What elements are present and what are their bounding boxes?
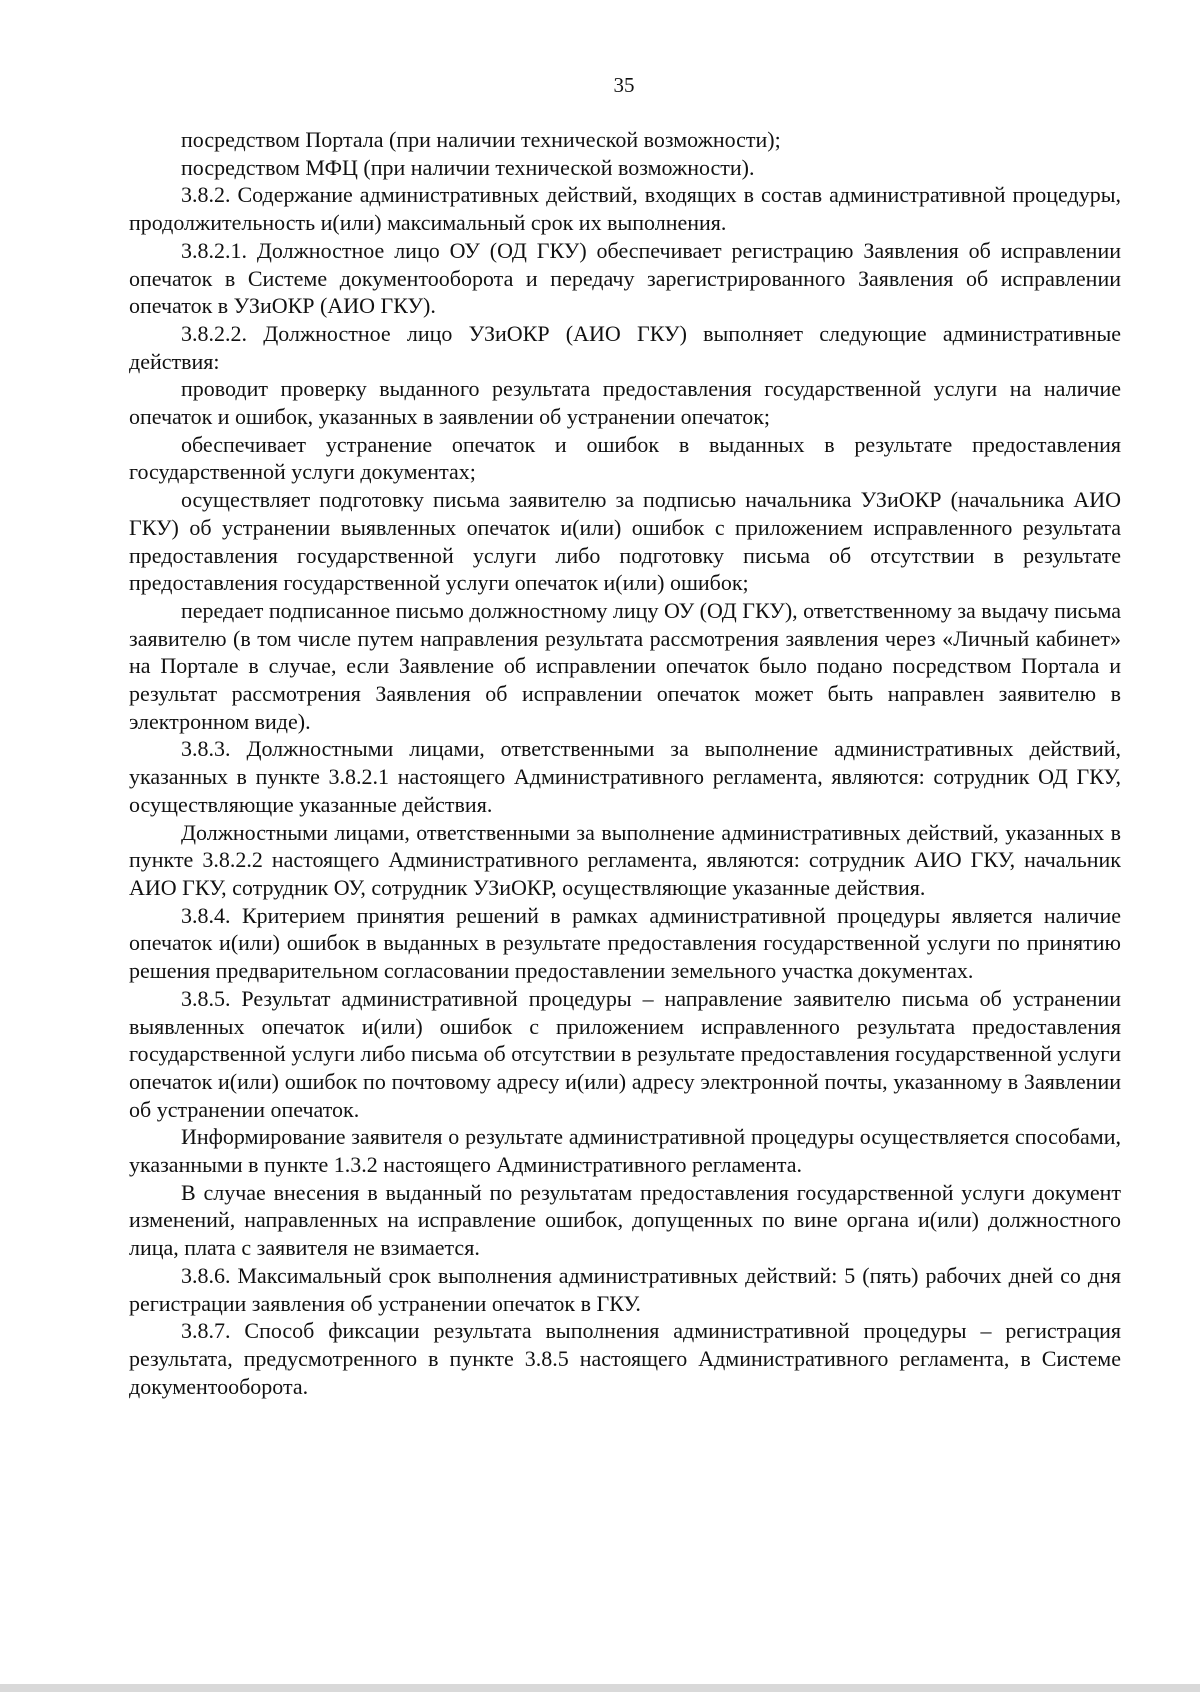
paragraph-3-8-5: 3.8.5. Результат административной процедуры – направление заявителю письма об устранении выявленных опечаток и(или) ошибок с приложением исправленного результата предоставления государственной услуги либо письма об отсутствии в результате предоставления государственной услуги опечаток и(или) ошибок по почтовому адресу и(или) адресу электронной почты, указанному в Заявлении об устранении опечаток. xyxy=(129,985,1121,1122)
paragraph-transfer-letter: передает подписанное письмо должностному лицу ОУ (ОД ГКУ), ответственному за выдачу письма заявителю (в том числе путем направления результата рассмотрения заявления через «Личный кабинет» на Портале в случае, если Заявление об исправлении опечаток было подано посредством Портала и результат рассмотрения Заявления об исправлении опечаток может быть направлен заявителю в электронном виде). xyxy=(129,597,1121,734)
paragraph-3-8-7: 3.8.7. Способ фиксации результата выполнения административной процедуры – регистрация результата, предусмотренного в пункте 3.8.5 настоящего Административного регламента, в Системе документооборота. xyxy=(129,1318,1121,1399)
paragraph-informing: Информирование заявителя о результате административной процедуры осуществляется способами, указанными в пункте 1.3.2 настоящего Административного регламента. xyxy=(129,1124,1121,1178)
paragraph-prepare-letter: осуществляет подготовку письма заявителю за подписью начальника УЗиОКР (начальника АИО ГКУ) об устранении выявленных опечаток и(или) ошибок с приложением исправленного результата предоставления государственной услуги либо подготовку письма об отсутствии в результате предоставления государственной услуги опечаток и(или) ошибок; xyxy=(129,487,1121,596)
paragraph-mfc: посредством МФЦ (при наличии технической возможности). xyxy=(181,154,755,180)
scan-bottom-edge xyxy=(0,1684,1200,1692)
paragraph-check-result: проводит проверку выданного результата предоставления государственной услуги на наличие опечаток и ошибок, указанных в заявлении об устранении опечаток; xyxy=(129,376,1121,430)
document-body xyxy=(129,126,1121,1400)
paragraph-responsible-officials: Должностными лицами, ответственными за выполнение административных действий, указанных в пункте 3.8.2.2 настоящего Административного регламента, являются: сотрудник АИО ГКУ, начальник АИО ГКУ, сотрудник ОУ, сотрудник УЗиОКР, осуществляющие указанные действия. xyxy=(129,819,1121,900)
paragraph-3-8-3: 3.8.3. Должностными лицами, ответственными за выполнение административных действий, указанных в пункте 3.8.2.1 настоящего Административного регламента, являются: сотрудник ОД ГКУ, осуществляющие указанные действия. xyxy=(129,736,1121,817)
paragraph-fix-errors: обеспечивает устранение опечаток и ошибок в выданных в результате предоставления государственной услуги документах; xyxy=(129,431,1121,485)
paragraph-no-fee: В случае внесения в выданный по результатам предоставления государственной услуги документ изменений, направленных на исправление ошибок, допущенных по вине органа и(или) должностного лица, плата с заявителя не взимается. xyxy=(129,1179,1121,1261)
paragraph-3-8-4: 3.8.4. Критерием принятия решений в рамках административной процедуры является наличие опечаток и(или) ошибок в выданных в результате предоставления государственной услуги по принятию решения предварительном согласовании предоставлении земельного участка документах. xyxy=(129,902,1121,984)
paragraph-3-8-2-2: 3.8.2.2. Должностное лицо УЗиОКР (АИО ГКУ) выполняет следующие административные действия: xyxy=(129,320,1121,374)
page-number: 35 xyxy=(613,73,635,97)
paragraph-3-8-2-1: 3.8.2.1. Должностное лицо ОУ (ОД ГКУ) обеспечивает регистрацию Заявления об исправлении опечаток в Системе документооборота и передачу зарегистрированного Заявления об исправлении опечаток в УЗиОКР (АИО ГКУ). xyxy=(129,237,1121,319)
paragraph-3-8-6: 3.8.6. Максимальный срок выполнения административных действий: 5 (пять) рабочих дней со дня регистрации заявления об устранении опечаток в ГКУ. xyxy=(129,1262,1121,1316)
paragraph-portal: посредством Портала (при наличии технической возможности); xyxy=(181,127,781,152)
paragraph-3-8-2: 3.8.2. Содержание административных действий, входящих в состав административной процедуры, продолжительность и(или) максимальный срок их выполнения. xyxy=(129,182,1121,236)
